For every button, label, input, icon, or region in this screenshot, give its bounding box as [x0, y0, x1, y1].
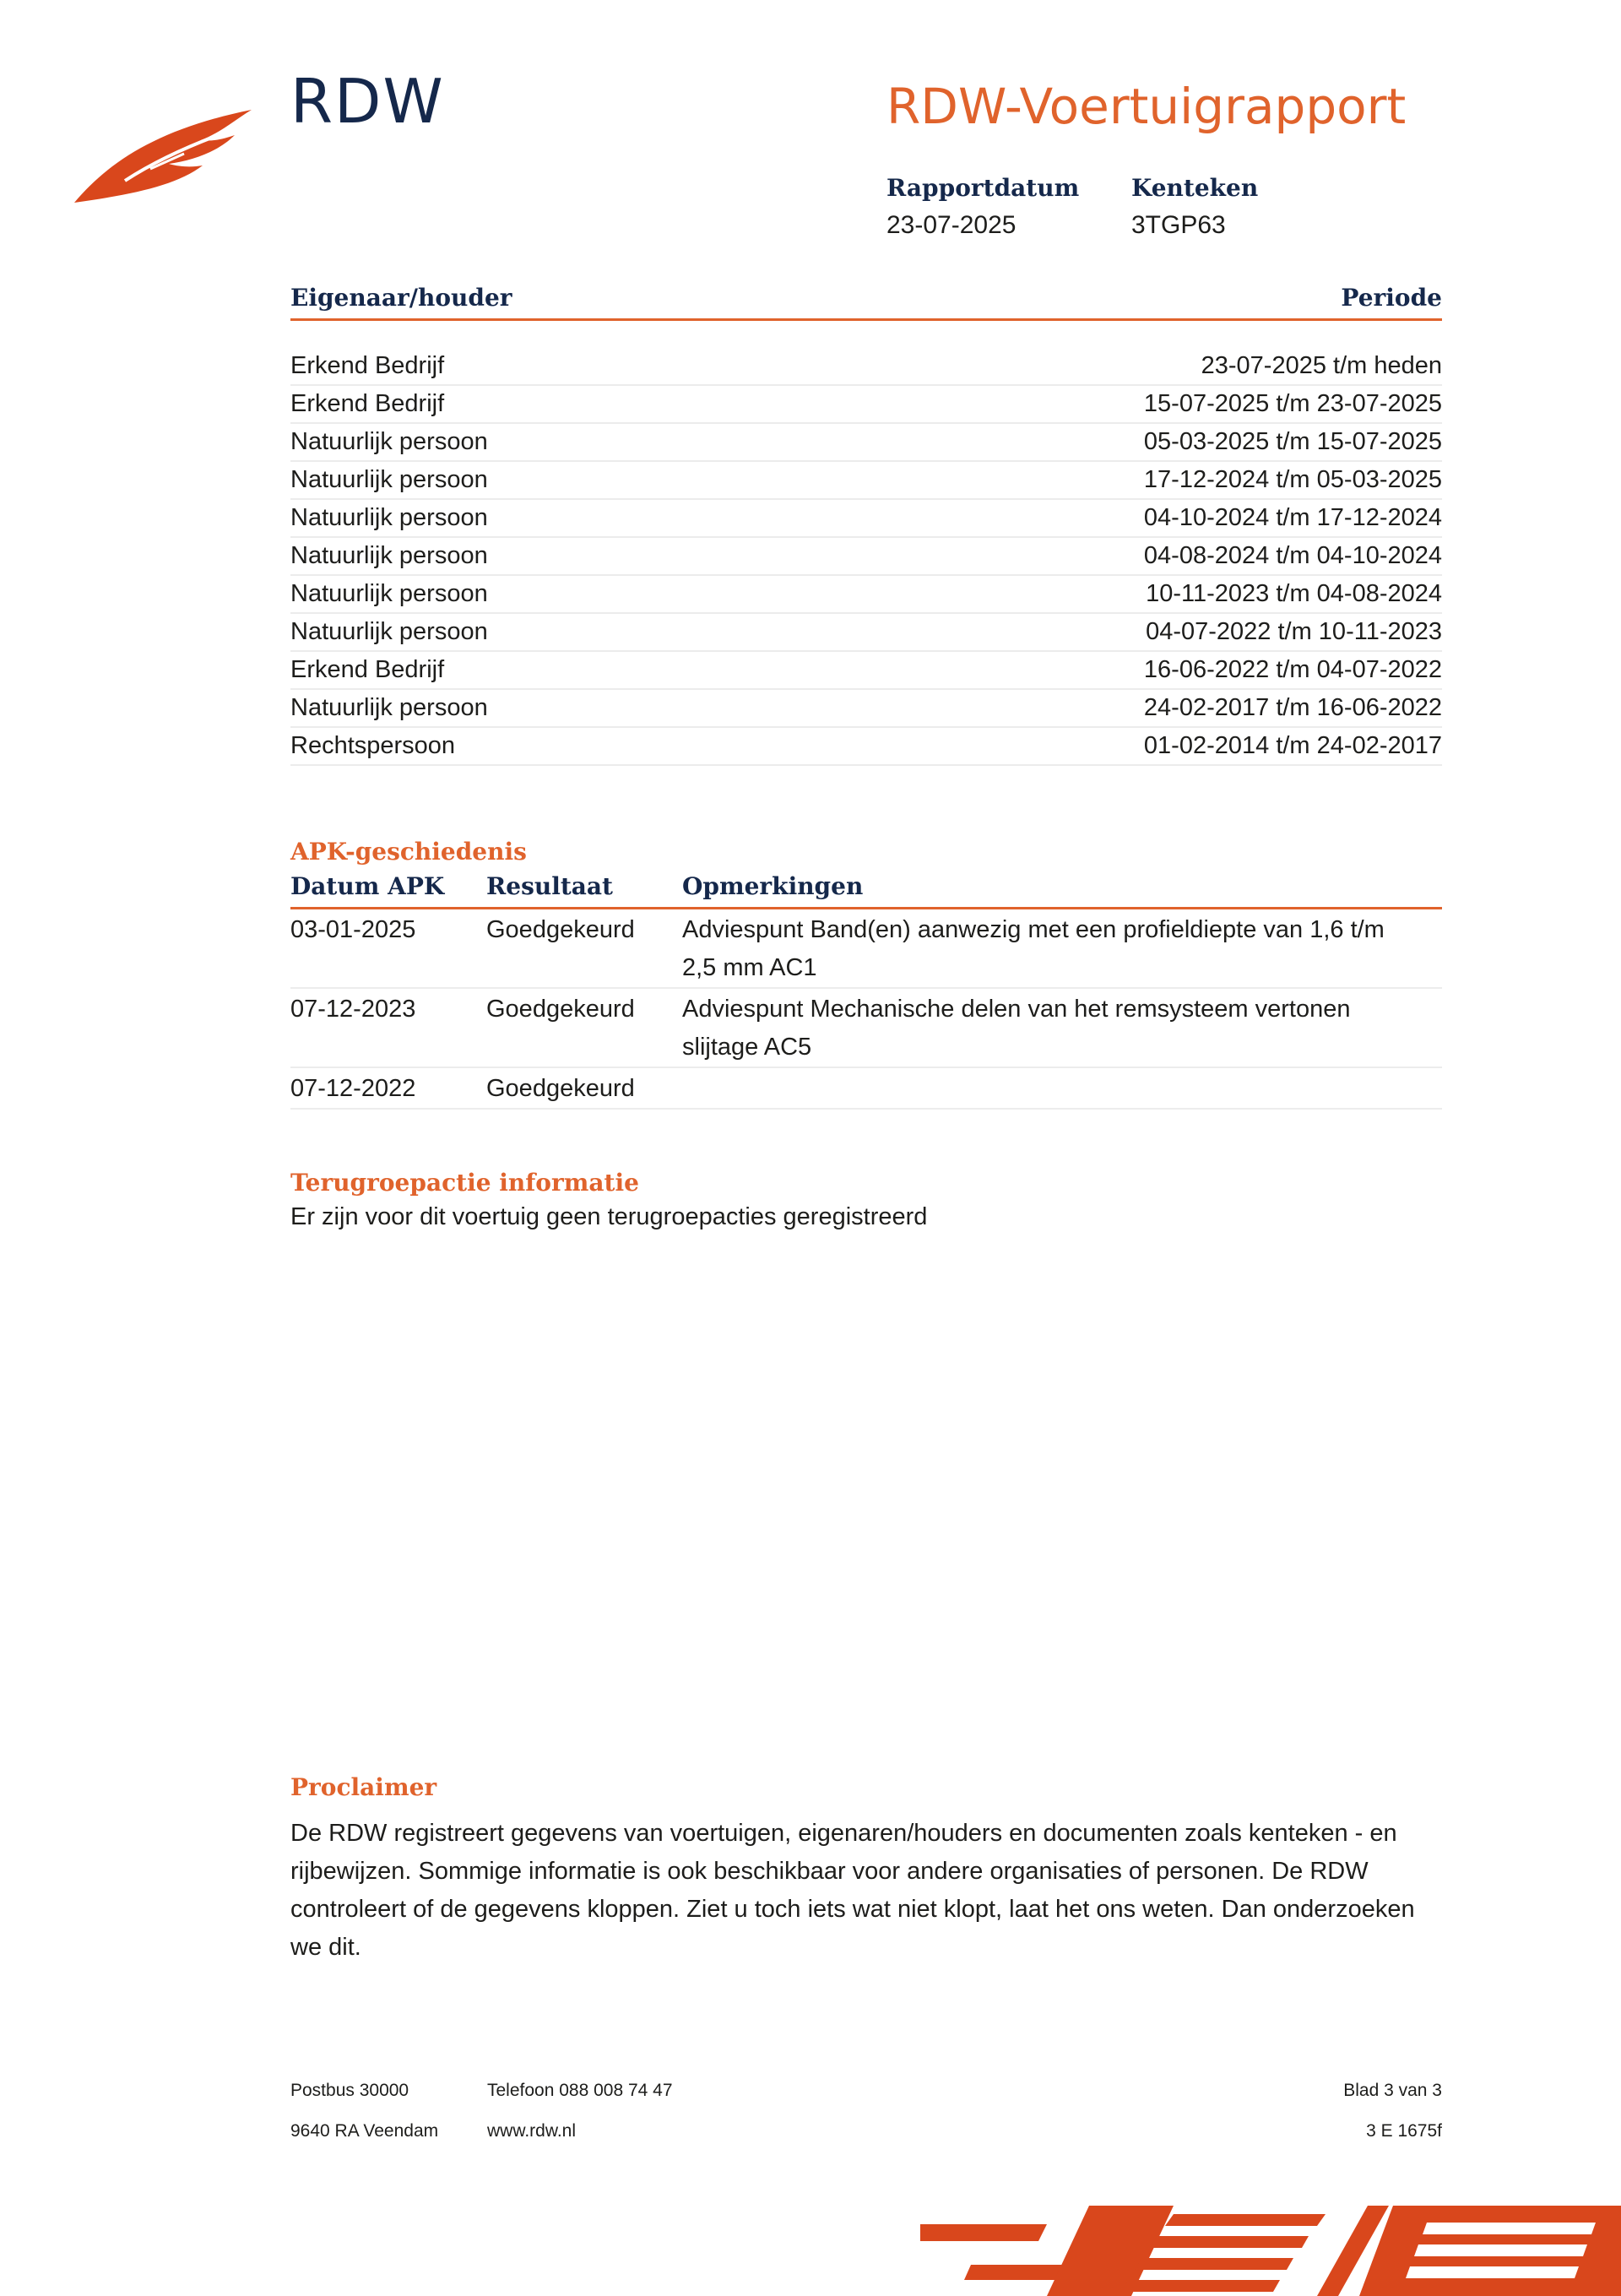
owner-row — [290, 690, 1442, 728]
apk-row — [290, 909, 1442, 989]
owner-row — [290, 614, 1442, 652]
owner-row — [290, 462, 1442, 500]
owner-period: 15-07-2025 t/m 23-07-2025 — [1143, 390, 1442, 417]
plate-value: 3TGP63 — [1131, 211, 1226, 239]
owner-type: Natuurlijk persoon — [290, 428, 488, 455]
proclaimer-line: De RDW registreert gegevens van voertuigen, eigenaren/houders en documenten zoals kenteken - en — [290, 1820, 1397, 1847]
decorative-stripes-graphic — [920, 2206, 1621, 2296]
owner-type: Erkend Bedrijf — [290, 352, 445, 379]
proclaimer-section — [290, 1773, 1442, 1967]
apk-result: Goedgekeurd — [486, 1075, 635, 1102]
proclaimer-text — [290, 1815, 1442, 1967]
owner-period: 01-02-2014 t/m 24-02-2017 — [1143, 732, 1442, 759]
apk-title: APK-geschiedenis — [290, 838, 527, 866]
owner-column-header: Eigenaar/houder — [290, 284, 512, 312]
owner-type: Natuurlijk persoon — [290, 542, 488, 569]
apk-section — [290, 838, 1442, 1110]
apk-remark-line: 2,5 mm AC1 — [682, 954, 817, 981]
report-title: RDW-Voertuigrapport — [886, 78, 1407, 135]
owner-type: Natuurlijk persoon — [290, 618, 488, 645]
owner-row — [290, 728, 1442, 766]
owner-rows — [290, 348, 1442, 766]
footer-document-code: 3 E 1675f — [1366, 2121, 1442, 2141]
report-date-value: 23-07-2025 — [886, 211, 1017, 239]
owner-type: Natuurlijk persoon — [290, 466, 488, 493]
owner-row — [290, 538, 1442, 576]
owner-table-header — [290, 284, 1442, 321]
apk-remark — [682, 1070, 1442, 1108]
apk-result-header: Resultaat — [486, 872, 613, 900]
owner-type: Natuurlijk persoon — [290, 580, 488, 607]
owner-table — [290, 284, 1442, 766]
apk-row — [290, 1068, 1442, 1110]
owner-row — [290, 500, 1442, 538]
apk-row — [290, 989, 1442, 1068]
owner-period: 04-10-2024 t/m 17-12-2024 — [1143, 504, 1442, 531]
footer-phone: Telefoon 088 008 74 47 — [487, 2081, 673, 2100]
apk-date: 07-12-2023 — [290, 996, 416, 1023]
period-column-header: Periode — [1341, 284, 1442, 312]
owner-type: Erkend Bedrijf — [290, 656, 445, 683]
owner-row — [290, 576, 1442, 614]
footer-page-number: Blad 3 van 3 — [1343, 2081, 1442, 2100]
apk-date: 03-01-2025 — [290, 916, 416, 943]
proclaimer-line: rijbewijzen. Sommige informatie is ook beschikbaar voor andere organisaties of personen. De RDW — [290, 1858, 1369, 1885]
apk-date-header: Datum APK — [290, 872, 445, 900]
logo-text: RDW — [290, 66, 445, 137]
owner-row — [290, 348, 1442, 386]
rdw-logo-mark — [74, 103, 262, 204]
apk-table-header — [290, 866, 1442, 909]
recall-text: Er zijn voor dit voertuig geen terugroepacties geregistreerd — [290, 1203, 928, 1230]
owner-type: Natuurlijk persoon — [290, 694, 488, 721]
owner-period: 04-07-2022 t/m 10-11-2023 — [1146, 618, 1442, 645]
apk-result: Goedgekeurd — [486, 996, 635, 1023]
footer-address-line1: Postbus 30000 — [290, 2081, 409, 2100]
proclaimer-line: controleert of de gegevens kloppen. Ziet u toch iets wat niet klopt, laat het ons weten. Dan onderzoeken — [290, 1896, 1415, 1923]
owner-period: 04-08-2024 t/m 04-10-2024 — [1143, 542, 1442, 569]
plate-label: Kenteken — [1131, 174, 1259, 202]
owner-period: 16-06-2022 t/m 04-07-2022 — [1143, 656, 1442, 683]
owner-row — [290, 386, 1442, 424]
owner-row — [290, 424, 1442, 462]
recall-title: Terugroepactie informatie — [290, 1169, 639, 1197]
apk-remark-line: Adviespunt Mechanische delen van het remsysteem vertonen — [682, 996, 1351, 1023]
apk-remarks-header: Opmerkingen — [682, 872, 864, 900]
owner-period: 24-02-2017 t/m 16-06-2022 — [1143, 694, 1442, 721]
owner-row — [290, 652, 1442, 690]
apk-remark-line: slijtage AC5 — [682, 1034, 812, 1061]
report-date-label: Rapportdatum — [886, 174, 1080, 202]
apk-remark — [682, 991, 1442, 1067]
owner-period: 23-07-2025 t/m heden — [1201, 352, 1442, 379]
apk-remark-line: Adviespunt Band(en) aanwezig met een profieldiepte van 1,6 t/m — [682, 916, 1385, 943]
recall-section — [290, 1169, 1442, 1236]
owner-period: 10-11-2023 t/m 04-08-2024 — [1146, 580, 1442, 607]
footer-website[interactable]: www.rdw.nl — [487, 2121, 577, 2141]
proclaimer-line: we dit. — [290, 1934, 361, 1961]
apk-result: Goedgekeurd — [486, 916, 635, 943]
owner-period: 05-03-2025 t/m 15-07-2025 — [1143, 428, 1442, 455]
owner-type: Natuurlijk persoon — [290, 504, 488, 531]
owner-type: Rechtspersoon — [290, 732, 456, 759]
footer-address-line2: 9640 RA Veendam — [290, 2121, 439, 2141]
apk-date: 07-12-2022 — [290, 1075, 416, 1102]
owner-period: 17-12-2024 t/m 05-03-2025 — [1143, 466, 1442, 493]
apk-remark — [682, 911, 1442, 987]
proclaimer-title: Proclaimer — [290, 1773, 437, 1801]
owner-type: Erkend Bedrijf — [290, 390, 445, 417]
